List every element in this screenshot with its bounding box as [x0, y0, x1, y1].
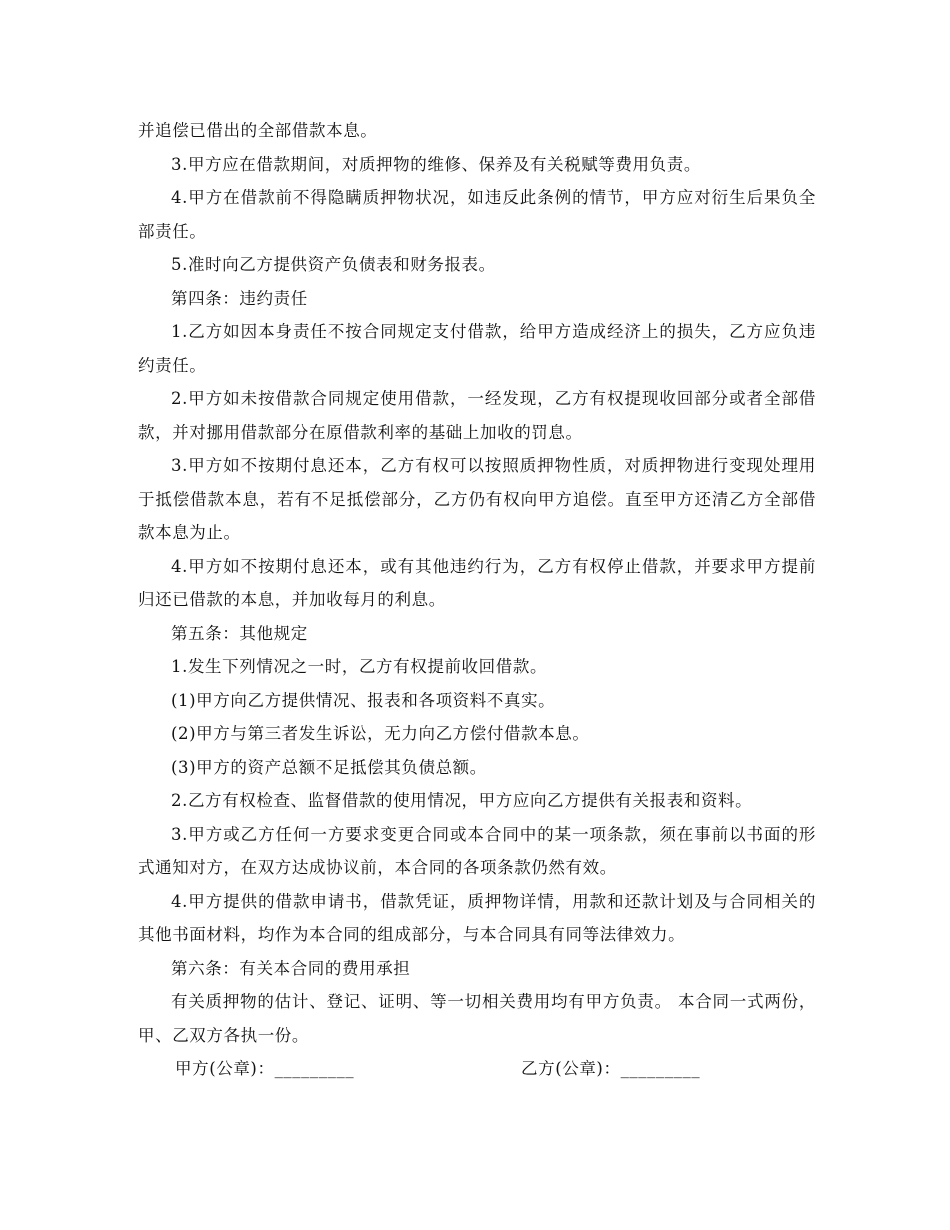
signature-row: [138, 1052, 816, 1086]
paragraph-other-1-item-1: (1)甲方向乙方提供情况、报表和各项资料不真实。: [171, 690, 556, 710]
paragraph-other-1-item-2: (2)甲方与第三者发生诉讼，无力向乙方偿付借款本息。: [171, 724, 590, 743]
section-heading-article-6: 第六条：有关本合同的费用承担: [171, 958, 411, 978]
contract-page: [138, 114, 816, 1086]
paragraph-liability-4: 4.甲方如不按期付息还本，或有其他违约行为，乙方有权停止借款，并要求甲方提前归还已借款的本息，并加收每月的利息。: [138, 556, 816, 609]
paragraph-liability-1: 1.乙方如因本身责任不按合同规定支付借款，给甲方造成经济上的损失，乙方应负违约责任。: [138, 322, 816, 375]
paragraph-other-3: 3.甲方或乙方任何一方要求变更合同或本合同中的某一项条款，须在事前以书面的形式通知对方，在双方达成协议前，本合同的各项条款仍然有效。: [138, 824, 816, 877]
paragraph-other-2: 2.乙方有权检查、监督借款的使用情况，甲方应向乙方提供有关报表和资料。: [171, 791, 753, 810]
paragraph-clause-3-maintenance: 3.甲方应在借款期间，对质押物的维修、保养及有关税赋等费用负责。: [171, 154, 701, 174]
paragraph-other-1-item-3: (3)甲方的资产总额不足抵偿其负债总额。: [171, 757, 487, 777]
section-heading-article-4: 第四条：违约责任: [171, 288, 308, 308]
paragraph-costs: 有关质押物的估计、登记、证明、等一切相关费用均有甲方负责。 本合同一式两份，甲、乙双方各执一份。: [138, 992, 816, 1045]
paragraph-clause-4-disclosure: 4.甲方在借款前不得隐瞒质押物状况，如违反此条例的情节，甲方应对衍生后果负全部责任。: [138, 188, 816, 241]
party-b-signature: 乙方(公章)：_________: [521, 1059, 701, 1078]
paragraph-repayment-tail: 并追偿已借出的全部借款本息。: [138, 121, 378, 140]
paragraph-other-1: 1.发生下列情况之一时，乙方有权提前收回借款。: [171, 657, 548, 676]
paragraph-other-4: 4.甲方提供的借款申请书，借款凭证，质押物详情，用款和还款计划及与合同相关的其他书面材料，均作为本合同的组成部分，与本合同具有同等法律效力。: [138, 891, 816, 944]
paragraph-liability-2: 2.甲方如未按借款合同规定使用借款，一经发现，乙方有权提现收回部分或者全部借款，并对挪用借款部分在原借款利率的基础上加收的罚息。: [138, 389, 816, 442]
party-a-signature: 甲方(公章)：_________: [175, 1059, 355, 1078]
paragraph-liability-3: 3.甲方如不按期付息还本，乙方有权可以按照质押物性质，对质押物进行变现处理用于抵偿借款本息，若有不足抵偿部分，乙方仍有权向甲方追偿。直至甲方还清乙方全部借款本息为止。: [138, 456, 816, 542]
section-heading-article-5: 第五条：其他规定: [171, 623, 308, 643]
paragraph-clause-5-reports: 5.准时向乙方提供资产负债表和财务报表。: [171, 255, 496, 274]
